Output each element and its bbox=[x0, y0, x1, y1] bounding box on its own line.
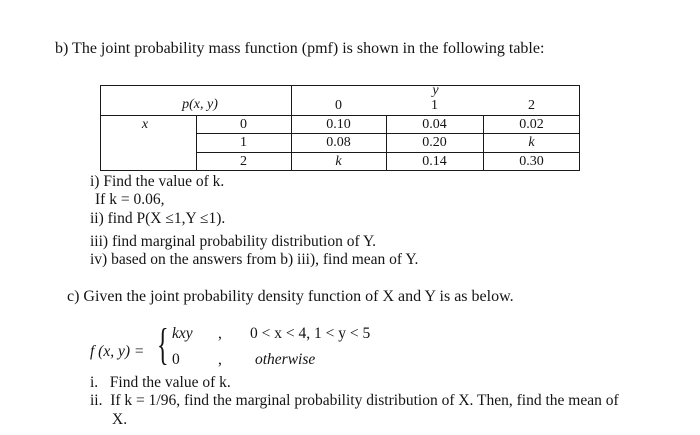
table-row-divider bbox=[196, 152, 580, 153]
pdf-case-separator: , bbox=[218, 351, 222, 368]
y-value-header: 1 bbox=[431, 98, 438, 113]
question-b-note: If k = 0.06, bbox=[95, 191, 165, 208]
x-value-label: 2 bbox=[240, 154, 247, 169]
table-row-divider bbox=[196, 133, 580, 134]
question-b-iii: iii) find marginal probability distribution of Y. bbox=[90, 233, 377, 250]
y-value-header: 0 bbox=[335, 98, 342, 113]
x-value-label: 1 bbox=[240, 135, 247, 150]
pdf-case-expression: kxy bbox=[172, 325, 193, 342]
question-b-iv: iv) based on the answers from b) iii), find mean of Y. bbox=[90, 251, 419, 268]
table-cell: k bbox=[528, 135, 535, 150]
x-value-label: 0 bbox=[240, 117, 247, 132]
y-value-header: 2 bbox=[528, 98, 535, 113]
question-c-i: i. Find the value of k. bbox=[90, 374, 231, 391]
question-c-ii: ii. If k = 1/96, find the marginal probability distribution of X. Then, find the mean of bbox=[90, 392, 619, 409]
x-variable-label: x bbox=[141, 117, 149, 132]
piecewise-brace: { bbox=[157, 320, 169, 369]
table-cell: k bbox=[335, 154, 342, 169]
part-b-intro: b) The joint probability mass function (pmf) is shown in the following table: bbox=[55, 40, 545, 57]
part-c-intro: c) Given the joint probability density function of X and Y is as below. bbox=[67, 288, 514, 305]
y-variable-label: y bbox=[432, 83, 439, 98]
question-b-ii: ii) find P(X ≤1,Y ≤1). bbox=[90, 210, 226, 227]
pdf-case-expression: 0 bbox=[172, 351, 180, 368]
table-cell: 0.14 bbox=[422, 154, 447, 169]
table-cell: 0.02 bbox=[519, 117, 544, 132]
table-cell: 0.20 bbox=[422, 135, 447, 150]
pdf-case-separator: , bbox=[218, 325, 222, 342]
table-header-divider bbox=[100, 115, 580, 116]
question-b-i: i) Find the value of k. bbox=[90, 173, 225, 190]
table-cell: 0.08 bbox=[326, 135, 351, 150]
pmf-table bbox=[100, 85, 580, 171]
pdf-function-label: f (x, y) = bbox=[90, 343, 145, 360]
corner-label: p(x, y) bbox=[182, 97, 218, 112]
question-c-ii-continued: X. bbox=[112, 411, 128, 428]
pdf-case-condition: 0 < x < 4, 1 < y < 5 bbox=[250, 325, 371, 342]
table-cell: 0.04 bbox=[422, 117, 447, 132]
table-cell: 0.10 bbox=[326, 117, 351, 132]
pdf-case-condition: otherwise bbox=[255, 351, 316, 368]
table-cell: 0.30 bbox=[519, 154, 544, 169]
